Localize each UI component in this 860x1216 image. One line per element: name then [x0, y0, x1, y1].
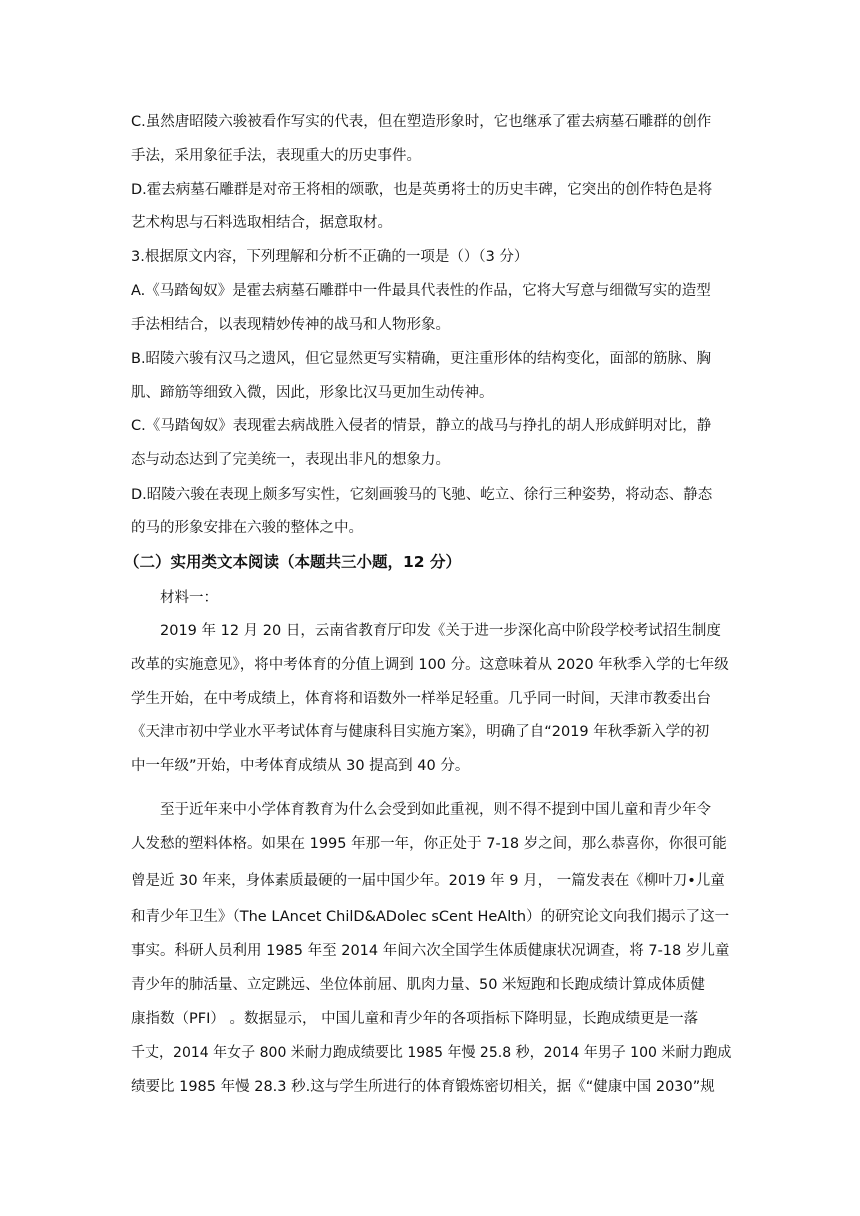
paragraph-2-line-7: 康指数（PFI） 。数据显示， 中国儿童和青少年的各项指标下降明显，长跑成绩更是一落 [131, 1011, 699, 1027]
paragraph-1-line-1: 2019 年 12 月 20 日，云南省教育厅印发《关于进一步深化高中阶段学校考试招生制度 [160, 623, 721, 639]
paragraph-2-line-6: 青少年的肺活量、立定跳远、坐位体前屈、肌肉力量、50 米短跑和长跑成绩计算成体质健 [131, 977, 706, 993]
paragraph-2-line-1: 至于近年来中小学体育教育为什么会受到如此重视，则不得不提到中国儿童和青少年令 [160, 802, 711, 818]
q3-option-a-line-2: 手法相结合，以表现精妙传神的战马和人物形象。 [131, 317, 450, 333]
option-d-line-2: 艺术构思与石料选取相结合，据意取材。 [131, 215, 392, 231]
q3-option-b-line-1: B.昭陵六骏有汉马之遗风，但它显然更写实精确，更注重形体的结构变化，面部的筋脉、胸 [131, 351, 712, 367]
option-d-line-1: D.霍去病墓石雕群是对帝王将相的颂歌，也是英勇将士的历史丰碑，它突出的创作特色是将 [131, 182, 713, 198]
q3-option-c-line-1: C.《马踏匈奴》表现霍去病战胜入侵者的情景，静立的战马与挣扎的胡人形成鲜明对比，静 [131, 418, 712, 434]
paragraph-2-line-2: 人发愁的塑料体格。如果在 1995 年那一年，你正处于 7-18 岁之间，那么恭喜你，你很可能 [131, 836, 727, 852]
paragraph-2-line-8: 千丈，2014 年女子 800 米耐力跑成绩要比 1985 年慢 25.8 秒，2014 年男子 100 米耐力跑成 [131, 1045, 732, 1061]
section-heading: （二）实用类文本阅读（本题共三小题，12 分） [124, 553, 461, 571]
paragraph-2-line-5: 事实。科研人员利用 1985 年至 2014 年间六次全国学生体质健康状况调查，将 7-18 岁儿童 [131, 943, 730, 959]
paragraph-1-line-2: 改革的实施意见》，将中考体育的分值上调到 100 分。这意味着从 2020 年秋季入学的七年级 [131, 657, 729, 673]
q3-option-c-line-2: 态与动态达到了完美统一，表现出非凡的想象力。 [131, 452, 450, 468]
material-label: 材料一： [160, 590, 218, 606]
paragraph-1-line-3: 学生开始，在中考成绩上，体育将和语数外一样举足轻重。几乎同一时间，天津市教委出台 [131, 691, 711, 707]
question-3: 3.根据原文内容，下列理解和分析不正确的一项是（）（3 分） [131, 249, 529, 265]
paragraph-1-line-4: 《天津市初中学业水平考试体育与健康科目实施方案》，明确了自“2019 年秋季新入学的初 [131, 724, 710, 740]
q3-option-d-line-1: D.昭陵六骏在表现上颇多写实性，它刻画骏马的飞驰、屹立、徐行三种姿势，将动态、静态 [131, 487, 713, 503]
paragraph-2-line-9: 绩要比 1985 年慢 28.3 秒.这与学生所进行的体育锻炼密切相关，据《“健康中国 2030”规 [131, 1079, 715, 1095]
q3-option-a-line-1: A.《马踏匈奴》是霍去病墓石雕群中一件最具代表性的作品，它将大写意与细微写实的造型 [131, 283, 711, 299]
paragraph-2-line-3: 曾是近 30 年来，身体素质最硬的一届中国少年。2019 年 9 月， 一篇发表在《柳叶刀•儿童 [131, 873, 725, 889]
q3-option-b-line-2: 肌、蹄筋等细致入微，因此，形象比汉马更加生动传神。 [131, 385, 494, 401]
option-c-line-2: 手法，采用象征手法，表现重大的历史事件。 [131, 148, 421, 164]
paragraph-1-line-5: 中一年级”开始，中考体育成绩从 30 提高到 40 分。 [131, 758, 470, 774]
paragraph-2-line-4: 和青少年卫生》（The LAncet ChilD&ADolec sCent HeAlth）的研究论文向我们揭示了这一 [131, 909, 730, 925]
option-c-line-1: C.虽然唐昭陵六骏被看作写实的代表，但在塑造形象时，它也继承了霍去病墓石雕群的创作 [131, 114, 712, 130]
q3-option-d-line-2: 的马的形象安排在六骏的整体之中。 [131, 520, 363, 536]
